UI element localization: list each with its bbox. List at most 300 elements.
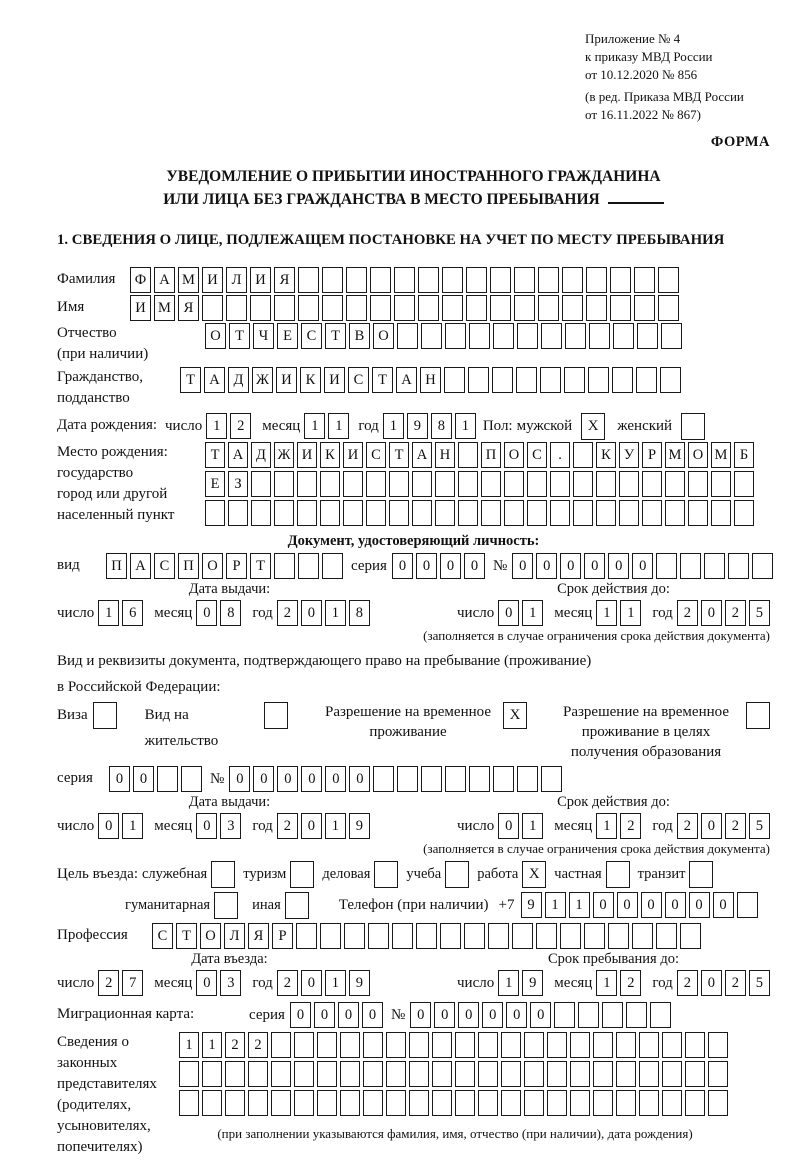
form-cell[interactable]: 0 (701, 813, 722, 839)
form-cell[interactable]: 0 (109, 766, 130, 792)
form-cell[interactable] (432, 1061, 452, 1087)
form-cell[interactable] (394, 267, 415, 293)
form-cell[interactable] (642, 471, 662, 497)
form-cell[interactable] (421, 766, 442, 792)
form-cell[interactable] (274, 553, 295, 579)
form-cell[interactable] (445, 323, 466, 349)
form-cell[interactable] (225, 1061, 245, 1087)
form-cell[interactable] (294, 1090, 314, 1116)
form-cell[interactable] (228, 500, 248, 526)
form-cell[interactable] (588, 367, 609, 393)
form-cell[interactable]: 0 (229, 766, 250, 792)
form-cell[interactable]: 0 (665, 892, 686, 918)
form-cell[interactable]: Д (228, 367, 249, 393)
form-cell[interactable] (340, 1032, 360, 1058)
form-cell[interactable] (639, 1090, 659, 1116)
form-cell[interactable]: 0 (498, 813, 519, 839)
form-cell[interactable]: 0 (464, 553, 485, 579)
form-cell[interactable] (688, 471, 708, 497)
form-cell[interactable] (386, 1090, 406, 1116)
form-cell[interactable]: 1 (522, 813, 543, 839)
form-cell[interactable]: 0 (290, 1002, 311, 1028)
form-cell[interactable] (366, 500, 386, 526)
form-cell[interactable]: И (276, 367, 297, 393)
form-cell[interactable] (418, 267, 439, 293)
form-cell[interactable] (248, 1061, 268, 1087)
form-cell[interactable]: 0 (458, 1002, 479, 1028)
form-cell[interactable] (298, 295, 319, 321)
purpose-tourism-checkbox[interactable] (290, 861, 314, 888)
form-cell[interactable]: И (324, 367, 345, 393)
option-temp-residence-education-checkbox[interactable] (746, 702, 770, 729)
form-cell[interactable] (225, 1090, 245, 1116)
form-cell[interactable] (435, 500, 455, 526)
form-cell[interactable] (493, 766, 514, 792)
option-visa-checkbox[interactable] (93, 702, 117, 729)
form-cell[interactable]: П (106, 553, 127, 579)
form-cell[interactable]: 0 (641, 892, 662, 918)
form-cell[interactable] (363, 1090, 383, 1116)
form-cell[interactable]: Ф (130, 267, 151, 293)
form-cell[interactable]: 2 (98, 970, 119, 996)
form-cell[interactable] (662, 1090, 682, 1116)
form-cell[interactable] (274, 295, 295, 321)
form-cell[interactable] (271, 1032, 291, 1058)
form-cell[interactable]: 5 (749, 600, 770, 626)
form-cell[interactable] (547, 1061, 567, 1087)
form-cell[interactable]: К (596, 442, 616, 468)
form-cell[interactable] (602, 1002, 623, 1028)
form-cell[interactable]: 9 (349, 970, 370, 996)
form-cell[interactable]: 2 (677, 600, 698, 626)
form-cell[interactable] (412, 500, 432, 526)
form-cell[interactable] (517, 766, 538, 792)
form-cell[interactable]: 0 (498, 600, 519, 626)
form-cell[interactable] (248, 1090, 268, 1116)
form-cell[interactable]: 0 (482, 1002, 503, 1028)
form-cell[interactable] (734, 500, 754, 526)
form-cell[interactable]: 0 (701, 970, 722, 996)
form-cell[interactable]: Я (274, 267, 295, 293)
form-cell[interactable]: 8 (220, 600, 241, 626)
form-cell[interactable]: 0 (617, 892, 638, 918)
form-cell[interactable] (366, 471, 386, 497)
form-cell[interactable]: 9 (349, 813, 370, 839)
form-cell[interactable] (488, 923, 509, 949)
form-cell[interactable]: 0 (277, 766, 298, 792)
form-cell[interactable]: О (202, 553, 223, 579)
form-cell[interactable] (573, 471, 593, 497)
form-cell[interactable] (340, 1061, 360, 1087)
form-cell[interactable] (370, 295, 391, 321)
form-cell[interactable]: 2 (277, 813, 298, 839)
form-cell[interactable] (432, 1090, 452, 1116)
form-cell[interactable] (612, 367, 633, 393)
form-cell[interactable] (634, 267, 655, 293)
form-cell[interactable] (386, 1032, 406, 1058)
form-cell[interactable] (512, 923, 533, 949)
form-cell[interactable] (608, 923, 629, 949)
form-cell[interactable] (734, 471, 754, 497)
form-cell[interactable] (658, 267, 679, 293)
form-cell[interactable] (442, 267, 463, 293)
form-cell[interactable] (550, 500, 570, 526)
form-cell[interactable]: С (152, 923, 173, 949)
form-cell[interactable] (271, 1061, 291, 1087)
form-cell[interactable]: 1 (98, 600, 119, 626)
form-cell[interactable]: О (205, 323, 226, 349)
form-cell[interactable]: 0 (196, 813, 217, 839)
form-cell[interactable]: Л (224, 923, 245, 949)
form-cell[interactable]: К (300, 367, 321, 393)
form-cell[interactable] (737, 892, 758, 918)
form-cell[interactable] (711, 471, 731, 497)
form-cell[interactable] (589, 323, 610, 349)
form-cell[interactable] (455, 1061, 475, 1087)
form-cell[interactable] (536, 923, 557, 949)
form-cell[interactable] (297, 500, 317, 526)
form-cell[interactable] (541, 766, 562, 792)
form-cell[interactable] (613, 323, 634, 349)
form-cell[interactable]: 2 (225, 1032, 245, 1058)
form-cell[interactable]: И (343, 442, 363, 468)
form-cell[interactable]: 0 (506, 1002, 527, 1028)
form-cell[interactable] (708, 1090, 728, 1116)
form-cell[interactable] (370, 267, 391, 293)
form-cell[interactable]: 0 (325, 766, 346, 792)
form-cell[interactable]: 3 (220, 813, 241, 839)
form-cell[interactable] (524, 1032, 544, 1058)
form-cell[interactable] (202, 1061, 222, 1087)
form-cell[interactable]: 0 (512, 553, 533, 579)
form-cell[interactable] (445, 766, 466, 792)
form-cell[interactable] (179, 1090, 199, 1116)
form-cell[interactable]: 3 (220, 970, 241, 996)
form-cell[interactable] (181, 766, 202, 792)
form-cell[interactable] (596, 500, 616, 526)
form-cell[interactable] (250, 295, 271, 321)
form-cell[interactable] (397, 323, 418, 349)
form-cell[interactable] (540, 367, 561, 393)
form-cell[interactable] (688, 500, 708, 526)
form-cell[interactable] (416, 923, 437, 949)
form-cell[interactable]: 1 (325, 970, 346, 996)
form-cell[interactable] (320, 500, 340, 526)
purpose-official-checkbox[interactable] (211, 861, 235, 888)
form-cell[interactable] (728, 553, 749, 579)
form-cell[interactable] (662, 1061, 682, 1087)
form-cell[interactable]: 2 (677, 813, 698, 839)
form-cell[interactable] (680, 553, 701, 579)
form-cell[interactable]: . (550, 442, 570, 468)
form-cell[interactable]: П (178, 553, 199, 579)
form-cell[interactable] (418, 295, 439, 321)
form-cell[interactable] (685, 1061, 705, 1087)
form-cell[interactable]: 2 (677, 970, 698, 996)
form-cell[interactable] (547, 1090, 567, 1116)
purpose-work-checkbox[interactable]: X (522, 861, 546, 888)
form-cell[interactable] (320, 923, 341, 949)
form-cell[interactable]: З (228, 471, 248, 497)
form-cell[interactable] (514, 295, 535, 321)
form-cell[interactable] (616, 1090, 636, 1116)
form-cell[interactable] (389, 471, 409, 497)
form-cell[interactable]: 1 (596, 813, 617, 839)
form-cell[interactable] (570, 1090, 590, 1116)
form-cell[interactable]: Ж (274, 442, 294, 468)
form-cell[interactable]: 0 (98, 813, 119, 839)
form-cell[interactable]: 0 (362, 1002, 383, 1028)
form-cell[interactable] (661, 323, 682, 349)
form-cell[interactable]: 0 (392, 553, 413, 579)
form-cell[interactable] (363, 1032, 383, 1058)
form-cell[interactable] (685, 1032, 705, 1058)
form-cell[interactable] (711, 500, 731, 526)
form-cell[interactable] (481, 500, 501, 526)
form-cell[interactable] (386, 1061, 406, 1087)
form-cell[interactable] (501, 1090, 521, 1116)
form-cell[interactable]: Ч (253, 323, 274, 349)
form-cell[interactable] (368, 923, 389, 949)
form-cell[interactable] (514, 267, 535, 293)
form-cell[interactable] (586, 267, 607, 293)
form-cell[interactable] (573, 442, 593, 468)
form-cell[interactable] (492, 367, 513, 393)
form-cell[interactable]: И (297, 442, 317, 468)
form-cell[interactable] (458, 471, 478, 497)
form-cell[interactable] (504, 500, 524, 526)
form-cell[interactable] (294, 1061, 314, 1087)
form-cell[interactable] (570, 1032, 590, 1058)
form-cell[interactable] (562, 267, 583, 293)
form-cell[interactable] (578, 1002, 599, 1028)
form-cell[interactable]: 0 (584, 553, 605, 579)
form-cell[interactable]: А (204, 367, 225, 393)
form-cell[interactable]: 1 (206, 413, 227, 439)
form-cell[interactable] (584, 923, 605, 949)
form-cell[interactable] (202, 295, 223, 321)
form-cell[interactable]: 1 (569, 892, 590, 918)
form-cell[interactable]: В (349, 323, 370, 349)
purpose-transit-checkbox[interactable] (689, 861, 713, 888)
form-cell[interactable]: 5 (749, 970, 770, 996)
form-cell[interactable] (317, 1032, 337, 1058)
form-cell[interactable] (665, 471, 685, 497)
form-cell[interactable] (251, 500, 271, 526)
form-cell[interactable]: 8 (349, 600, 370, 626)
form-cell[interactable] (346, 295, 367, 321)
form-cell[interactable] (389, 500, 409, 526)
form-cell[interactable]: 1 (620, 600, 641, 626)
form-cell[interactable]: 0 (713, 892, 734, 918)
form-cell[interactable]: Е (205, 471, 225, 497)
form-cell[interactable] (435, 471, 455, 497)
form-cell[interactable]: 9 (521, 892, 542, 918)
purpose-private-checkbox[interactable] (606, 861, 630, 888)
form-cell[interactable]: С (527, 442, 547, 468)
form-cell[interactable] (271, 1090, 291, 1116)
form-cell[interactable]: 2 (230, 413, 251, 439)
purpose-humanitarian-checkbox[interactable] (214, 892, 238, 919)
form-cell[interactable]: М (711, 442, 731, 468)
form-cell[interactable] (322, 553, 343, 579)
form-cell[interactable]: 2 (725, 813, 746, 839)
form-cell[interactable]: О (200, 923, 221, 949)
form-cell[interactable] (565, 323, 586, 349)
form-cell[interactable] (469, 323, 490, 349)
form-cell[interactable]: 0 (301, 813, 322, 839)
form-cell[interactable] (562, 295, 583, 321)
form-cell[interactable] (538, 267, 559, 293)
form-cell[interactable]: 7 (122, 970, 143, 996)
form-cell[interactable]: 0 (689, 892, 710, 918)
form-cell[interactable] (458, 500, 478, 526)
form-cell[interactable]: Б (734, 442, 754, 468)
form-cell[interactable] (409, 1090, 429, 1116)
form-cell[interactable] (564, 367, 585, 393)
form-cell[interactable] (619, 500, 639, 526)
form-cell[interactable]: 2 (277, 970, 298, 996)
form-cell[interactable]: 0 (560, 553, 581, 579)
form-cell[interactable]: О (373, 323, 394, 349)
form-cell[interactable] (493, 323, 514, 349)
form-cell[interactable]: 1 (596, 970, 617, 996)
form-cell[interactable] (516, 367, 537, 393)
form-cell[interactable]: Е (277, 323, 298, 349)
option-residence-permit-checkbox[interactable] (264, 702, 288, 729)
form-cell[interactable] (504, 471, 524, 497)
purpose-other-checkbox[interactable] (285, 892, 309, 919)
form-cell[interactable]: М (178, 267, 199, 293)
form-cell[interactable]: Т (389, 442, 409, 468)
form-cell[interactable] (685, 1090, 705, 1116)
form-cell[interactable]: Ж (252, 367, 273, 393)
form-cell[interactable]: 1 (498, 970, 519, 996)
form-cell[interactable] (660, 367, 681, 393)
form-cell[interactable] (665, 500, 685, 526)
form-cell[interactable] (501, 1032, 521, 1058)
form-cell[interactable]: 1 (202, 1032, 222, 1058)
form-cell[interactable] (468, 367, 489, 393)
form-cell[interactable]: 0 (301, 970, 322, 996)
form-cell[interactable] (517, 323, 538, 349)
form-cell[interactable] (179, 1061, 199, 1087)
form-cell[interactable]: 2 (725, 600, 746, 626)
form-cell[interactable] (297, 471, 317, 497)
form-cell[interactable]: А (154, 267, 175, 293)
form-cell[interactable] (458, 442, 478, 468)
form-cell[interactable]: 0 (133, 766, 154, 792)
form-cell[interactable] (317, 1061, 337, 1087)
form-cell[interactable]: Т (372, 367, 393, 393)
sex-female-checkbox[interactable] (681, 413, 705, 440)
form-cell[interactable] (481, 471, 501, 497)
form-cell[interactable] (639, 1061, 659, 1087)
form-cell[interactable] (610, 295, 631, 321)
form-cell[interactable]: 0 (349, 766, 370, 792)
form-cell[interactable]: И (130, 295, 151, 321)
form-cell[interactable] (656, 923, 677, 949)
form-cell[interactable]: 1 (596, 600, 617, 626)
form-cell[interactable]: О (688, 442, 708, 468)
form-cell[interactable] (343, 500, 363, 526)
form-cell[interactable] (322, 295, 343, 321)
form-cell[interactable]: С (366, 442, 386, 468)
form-cell[interactable] (616, 1032, 636, 1058)
form-cell[interactable] (226, 295, 247, 321)
form-cell[interactable]: С (348, 367, 369, 393)
form-cell[interactable]: 1 (325, 600, 346, 626)
form-cell[interactable] (490, 267, 511, 293)
form-cell[interactable] (251, 471, 271, 497)
form-cell[interactable] (432, 1032, 452, 1058)
form-cell[interactable]: 1 (545, 892, 566, 918)
form-cell[interactable] (294, 1032, 314, 1058)
form-cell[interactable] (752, 553, 773, 579)
form-cell[interactable]: 1 (522, 600, 543, 626)
form-cell[interactable]: Т (205, 442, 225, 468)
form-cell[interactable] (274, 471, 294, 497)
form-cell[interactable] (442, 295, 463, 321)
form-cell[interactable]: Н (435, 442, 455, 468)
form-cell[interactable]: 0 (632, 553, 653, 579)
form-cell[interactable]: С (301, 323, 322, 349)
form-cell[interactable] (298, 267, 319, 293)
form-cell[interactable] (626, 1002, 647, 1028)
form-cell[interactable]: 1 (179, 1032, 199, 1058)
form-cell[interactable]: У (619, 442, 639, 468)
form-cell[interactable]: 2 (277, 600, 298, 626)
form-cell[interactable] (455, 1032, 475, 1058)
form-cell[interactable]: 0 (314, 1002, 335, 1028)
form-cell[interactable] (373, 766, 394, 792)
form-cell[interactable] (205, 500, 225, 526)
form-cell[interactable]: 0 (434, 1002, 455, 1028)
form-cell[interactable]: 9 (407, 413, 428, 439)
form-cell[interactable] (343, 471, 363, 497)
form-cell[interactable]: Т (180, 367, 201, 393)
form-cell[interactable]: М (154, 295, 175, 321)
form-cell[interactable] (340, 1090, 360, 1116)
form-cell[interactable]: 0 (530, 1002, 551, 1028)
form-cell[interactable] (469, 766, 490, 792)
form-cell[interactable] (554, 1002, 575, 1028)
form-cell[interactable] (157, 766, 178, 792)
sex-male-checkbox[interactable]: X (581, 413, 605, 440)
form-cell[interactable]: Л (226, 267, 247, 293)
form-cell[interactable]: Я (248, 923, 269, 949)
form-cell[interactable] (478, 1090, 498, 1116)
form-cell[interactable] (409, 1061, 429, 1087)
form-cell[interactable] (637, 323, 658, 349)
form-cell[interactable] (490, 295, 511, 321)
form-cell[interactable] (298, 553, 319, 579)
form-cell[interactable]: К (320, 442, 340, 468)
form-cell[interactable]: Н (420, 367, 441, 393)
form-cell[interactable]: А (130, 553, 151, 579)
form-cell[interactable]: 8 (431, 413, 452, 439)
form-cell[interactable] (412, 471, 432, 497)
form-cell[interactable] (550, 471, 570, 497)
form-cell[interactable]: 9 (522, 970, 543, 996)
form-cell[interactable]: 0 (196, 600, 217, 626)
form-cell[interactable]: А (412, 442, 432, 468)
form-cell[interactable] (501, 1061, 521, 1087)
form-cell[interactable] (478, 1032, 498, 1058)
form-cell[interactable]: 0 (301, 600, 322, 626)
form-cell[interactable]: 0 (701, 600, 722, 626)
form-cell[interactable] (392, 923, 413, 949)
